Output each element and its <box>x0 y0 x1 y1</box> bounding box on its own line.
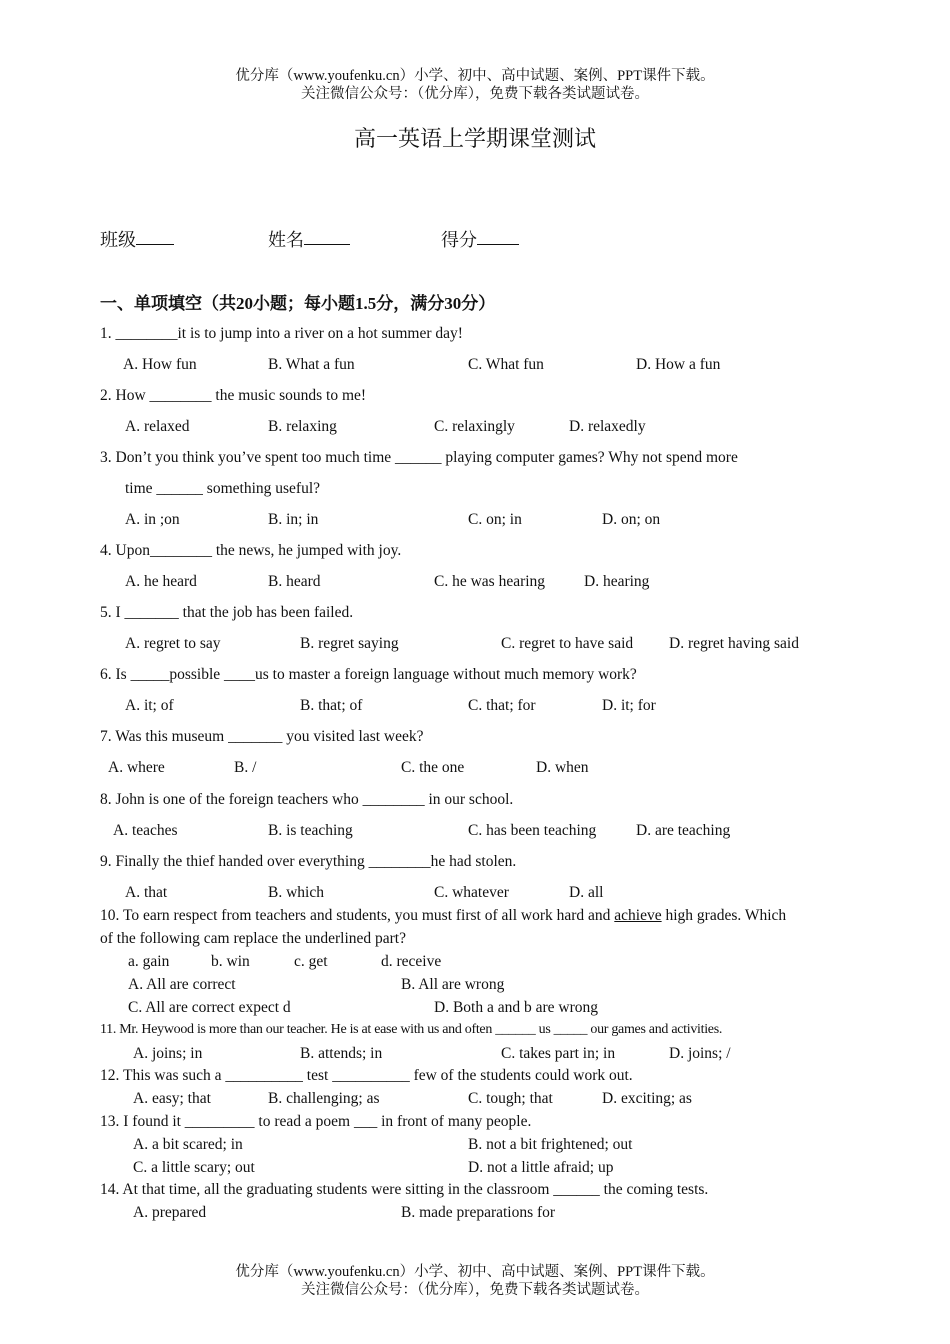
q12-option-b: B. challenging; as <box>268 1090 380 1107</box>
q4-option-a: A. he heard <box>125 573 197 590</box>
score-label: 得分 <box>441 230 477 250</box>
question-3-stem-line-2: time ______ something useful? <box>125 480 321 497</box>
name-field <box>268 226 304 252</box>
q5-option-d: D. regret having said <box>669 635 799 652</box>
q2-option-d: D. relaxedly <box>569 418 646 435</box>
q13-option-a: A. a bit scared; in <box>133 1136 243 1153</box>
q4-option-d: D. hearing <box>584 573 650 590</box>
q3-option-d: D. on; on <box>602 511 661 528</box>
question-14-stem: 14. At that time, all the graduating students were sitting in the classroom ______ the coming tests. <box>100 1181 709 1198</box>
q13-option-d: D. not a little afraid; up <box>468 1159 614 1176</box>
q11-option-d: D. joins; / <box>669 1045 731 1062</box>
question-10-stem-line-2: of the following cam replace the underlined part? <box>100 930 406 947</box>
student-info-row <box>100 226 860 254</box>
q7-option-c: C. the one <box>401 759 465 776</box>
section-heading: 一、单项填空（共20小题；每小题1.5分，满分30分） <box>100 294 496 313</box>
page-header <box>0 67 950 103</box>
q10-option-c: C. All are correct expect d <box>128 999 291 1016</box>
q9-option-b: B. which <box>268 884 324 901</box>
q1-option-c: C. What fun <box>468 356 544 373</box>
question-2-stem: 2. How ________ the music sounds to me! <box>100 387 367 404</box>
question-3-stem: 3. Don’t you think you’ve spent too much time ______ playing computer games? Why not spend more <box>100 449 738 466</box>
q12-option-c: C. tough; that <box>468 1090 553 1107</box>
q10-word-d: d. receive <box>381 953 442 970</box>
q2-option-a: A. relaxed <box>125 418 190 435</box>
footer-line-2: 关注微信公众号：（优分库），免费下载各类试题试卷。 <box>301 1282 649 1298</box>
q11-option-b: B. attends; in <box>300 1045 383 1062</box>
q13-option-b: B. not a bit frightened; out <box>468 1136 633 1153</box>
q14-option-a: A. prepared <box>133 1204 207 1221</box>
question-1-stem: 1. ________it is to jump into a river on a hot summer day! <box>100 325 463 342</box>
q10-underlined-word: achieve <box>614 907 662 924</box>
q1-option-b: B. What a fun <box>268 356 355 373</box>
q5-option-a: A. regret to say <box>125 635 221 652</box>
question-11-stem: 11. Mr. Heywood is more than our teacher. He is at ease with us and often ______ us _____ our games and activities. <box>100 1022 723 1037</box>
score-field <box>441 226 477 252</box>
q10-option-b: B. All are wrong <box>401 976 505 993</box>
q7-option-b: B. / <box>234 759 257 776</box>
q7-option-d: D. when <box>536 759 589 776</box>
q5-option-b: B. regret saying <box>300 635 399 652</box>
page-title: 高一英语上学期课堂测试 <box>353 126 596 151</box>
q6-option-c: C. that; for <box>468 697 536 714</box>
question-4-stem: 4. Upon________ the news, he jumped with joy. <box>100 542 402 559</box>
score-blank <box>477 226 519 245</box>
header-line-1: 优分库（www.youfenku.cn）小学、初中、高中试题、案例、PPT课件下载。 <box>235 68 715 84</box>
q5-option-c: C. regret to have said <box>501 635 634 652</box>
q10-word-a: a. gain <box>128 953 170 970</box>
q12-option-a: A. easy; that <box>133 1090 211 1107</box>
q11-option-a: A. joins; in <box>133 1045 203 1062</box>
question-8-stem: 8. John is one of the foreign teachers who ________ in our school. <box>100 791 514 808</box>
question-9-stem: 9. Finally the thief handed over everything ________he had stolen. <box>100 853 517 870</box>
q9-option-d: D. all <box>569 884 604 901</box>
q1-option-a: A. How fun <box>123 356 197 373</box>
q10-option-a: A. All are correct <box>128 976 236 993</box>
q8-option-c: C. has been teaching <box>468 822 597 839</box>
class-label: 班级 <box>100 230 136 250</box>
question-13-stem: 13. I found it _________ to read a poem ___ in front of many people. <box>100 1113 532 1130</box>
page-footer <box>0 1263 950 1299</box>
q8-option-a: A. teaches <box>113 822 178 839</box>
q7-option-a: A. where <box>108 759 165 776</box>
q4-option-b: B. heard <box>268 573 321 590</box>
name-blank <box>304 226 350 245</box>
question-10-stem <box>100 907 786 925</box>
footer-line-1: 优分库（www.youfenku.cn）小学、初中、高中试题、案例、PPT课件下载。 <box>235 1264 715 1280</box>
q2-option-c: C. relaxingly <box>434 418 515 435</box>
q8-option-d: D. are teaching <box>636 822 731 839</box>
question-6-stem: 6. Is _____possible ____us to master a foreign language without much memory work? <box>100 666 637 683</box>
q9-option-a: A. that <box>125 884 168 901</box>
class-blank <box>136 226 174 245</box>
q14-option-b: B. made preparations for <box>401 1204 556 1221</box>
q13-option-c: C. a little scary; out <box>133 1159 255 1176</box>
q10-option-d: D. Both a and b are wrong <box>434 999 598 1016</box>
q6-option-a: A. it; of <box>125 697 174 714</box>
class-field <box>100 226 136 252</box>
name-label: 姓名 <box>268 230 304 250</box>
q12-option-d: D. exciting; as <box>602 1090 692 1107</box>
q8-option-b: B. is teaching <box>268 822 353 839</box>
q10-word-b: b. win <box>211 953 250 970</box>
q6-option-b: B. that; of <box>300 697 363 714</box>
header-line-2: 关注微信公众号：（优分库），免费下载各类试题试卷。 <box>301 86 649 102</box>
q10-stem-part-2: high grades. Which <box>661 907 787 924</box>
q6-option-d: D. it; for <box>602 697 656 714</box>
q3-option-a: A. in ;on <box>125 511 180 528</box>
q11-option-c: C. takes part in; in <box>501 1045 616 1062</box>
q10-stem-part-1: 10. To earn respect from teachers and students, you must first of all work hard and <box>100 907 615 924</box>
question-12-stem: 12. This was such a __________ test __________ few of the students could work out. <box>100 1067 633 1084</box>
q9-option-c: C. whatever <box>434 884 509 901</box>
q3-option-c: C. on; in <box>468 511 522 528</box>
q10-word-c: c. get <box>294 953 328 970</box>
question-5-stem: 5. I _______ that the job has been failed. <box>100 604 354 621</box>
q2-option-b: B. relaxing <box>268 418 337 435</box>
q3-option-b: B. in; in <box>268 511 319 528</box>
q4-option-c: C. he was hearing <box>434 573 546 590</box>
q1-option-d: D. How a fun <box>636 356 721 373</box>
question-7-stem: 7. Was this museum _______ you visited last week? <box>100 728 424 745</box>
